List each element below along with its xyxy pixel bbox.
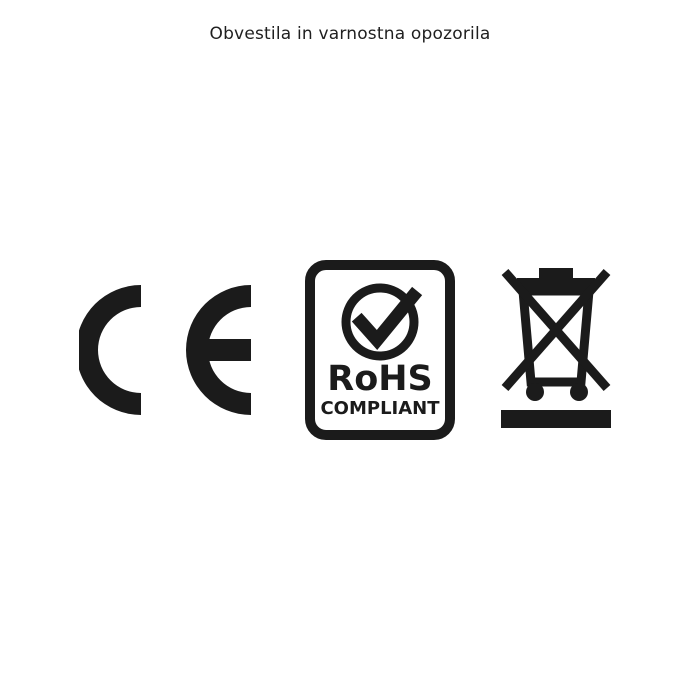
weee-symbol — [491, 260, 621, 440]
ce-marking-symbol — [79, 265, 269, 435]
rohs-symbol — [305, 260, 455, 440]
ce-mark-icon — [79, 265, 269, 435]
rohs-caption: COMPLIANT — [320, 398, 440, 419]
compliance-symbol-row — [0, 250, 700, 450]
rohs-label: RoHS — [327, 359, 433, 399]
weee-bin-icon — [491, 260, 621, 440]
rohs-compliant-icon — [305, 260, 455, 440]
page-title: Obvestila in varnostna opozorila — [209, 24, 491, 44]
